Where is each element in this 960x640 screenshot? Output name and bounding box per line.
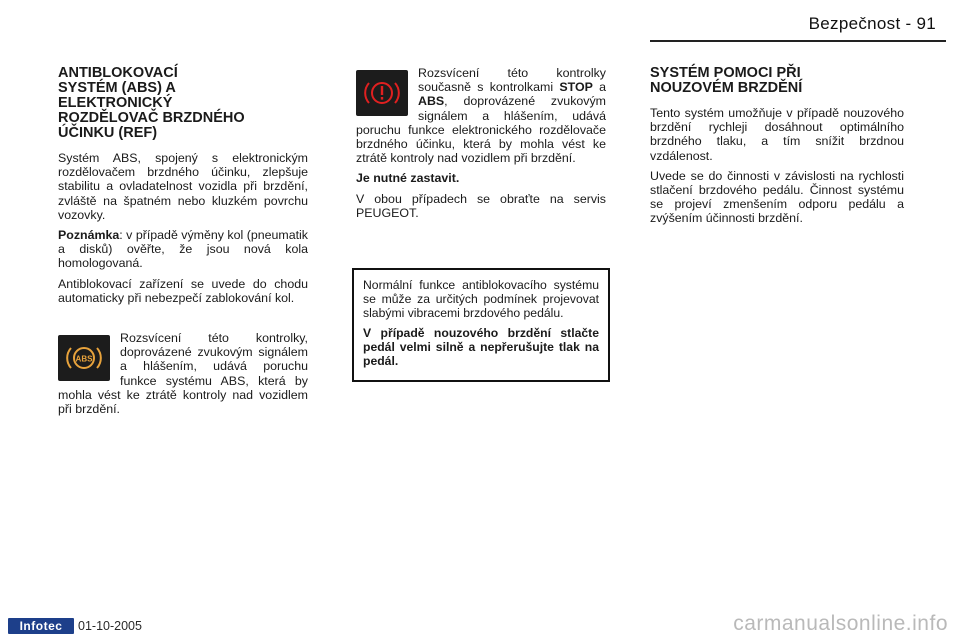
emergency-section	[650, 66, 904, 232]
abs-note-text: : v případě výměny kol (pneumatik a disků) ověřte, že jsou nová kola homologovaná.	[58, 228, 308, 271]
service-paragraph: V obou případech se obraťte na servis PEUGEOT.	[356, 191, 606, 220]
abs-title-line-5: ÚČINKU (REF)	[58, 125, 158, 141]
notice-emergency-text: V případě nouzového brzdění stlačte pedál velmi silně a nepřerušujte tlak na pedál.	[363, 326, 599, 368]
watermark: carmanualsonline.info	[733, 612, 948, 635]
ref-warning-text-1: Rozsvícení této kontrolky současně s kontrolkami	[418, 66, 606, 95]
abs-title-line-2: SYSTÉM (ABS) A	[58, 80, 176, 96]
stop-label: STOP	[559, 80, 593, 95]
abs-icon-label: ABS	[75, 354, 93, 364]
emergency-title-line-1: SYSTÉM POMOCI PŘI	[650, 65, 801, 81]
emergency-paragraph-2: Uvede se do činnosti v závislosti na rychlosti stlačení brzdového pedálu. Činnost systému se projeví zmenšením odporu pedálu a zvýšením účinnosti brzdění.	[650, 168, 904, 226]
ref-section	[356, 66, 606, 226]
emergency-section-title	[650, 66, 904, 96]
abs-title-line-1: ANTIBLOKOVACÍ	[58, 65, 178, 81]
abs-note-paragraph	[58, 228, 308, 271]
ref-warning-text-2: , doprovázené zvukovým signálem a hlášením, udává poruchu funkce elektronického rozdělovače brzdného účinku, která by mohla vést ke ztrátě kontroly nad vozidlem při brzdění.	[356, 94, 606, 166]
infotec-logo: Infotec	[8, 618, 74, 634]
ref-warning-text-and: a	[592, 80, 606, 95]
abs-activation-paragraph: Antiblokovací zařízení se uvede do chodu automaticky při nebezpečí zablokování kol.	[58, 276, 308, 305]
brake-warning-lamp-icon	[356, 70, 408, 116]
footer-date: 01-10-2005	[78, 619, 142, 633]
abs-label: ABS	[418, 94, 445, 109]
abs-note-label: Poznámka	[58, 228, 120, 243]
abs-warning-paragraph: Rozsvícení této kontrolky, doprovázené zvukovým signálem a hlášením, udává poruchu funkce systému ABS, která by mohla vést ke ztrátě kontroly nad vozidlem při brzdění.	[58, 331, 308, 417]
abs-section	[58, 66, 308, 422]
must-stop-text: Je nutné zastavit.	[356, 171, 460, 186]
abs-title-line-3: ELEKTRONICKÝ	[58, 95, 173, 111]
abs-section-title	[58, 66, 308, 141]
abs-intro-paragraph: Systém ABS, spojený s elektronickým rozdělovačem brzdného účinku, zlepšuje stabilitu a ovladatelnost vozidla při brzdění, zvláště na špatném nebo kluzkém povrchu vozovky.	[58, 151, 308, 222]
emergency-title-line-2: NOUZOVÉM BRZDĚNÍ	[650, 80, 803, 96]
notice-text: Normální funkce antiblokovacího systému se může za určitých podmínek projevovat slabými vibracemi brzdového pedálu.	[363, 278, 599, 320]
page-title: Bezpečnost - 91	[808, 14, 936, 33]
emergency-paragraph-1: Tento systém umožňuje v případě nouzového brzdění rychleji dosáhnout optimálního brzdného tlaku, a tím snížit brzdnou vzdálenost.	[650, 106, 904, 163]
abs-title-line-4: ROZDĚLOVAČ BRZDNÉHO	[58, 110, 245, 126]
abs-warning-lamp-icon	[58, 335, 110, 381]
header-rule	[650, 40, 946, 42]
notice-box	[352, 268, 610, 382]
